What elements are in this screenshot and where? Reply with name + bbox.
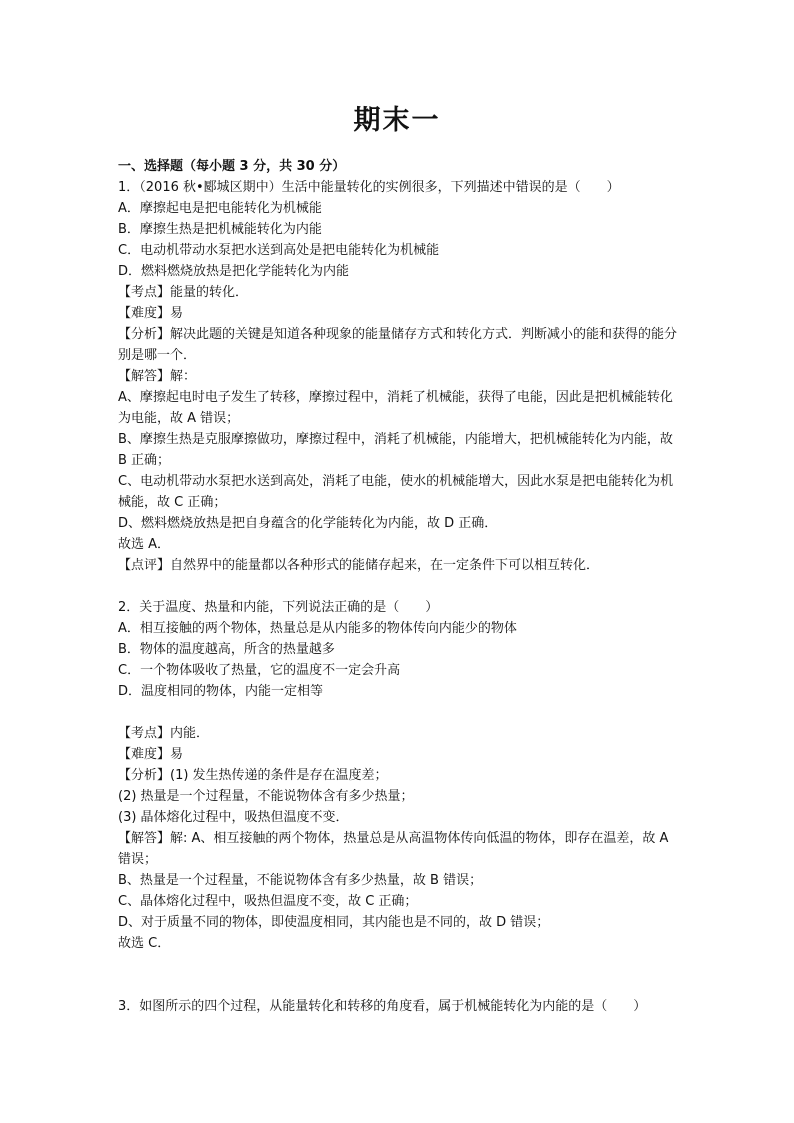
question-1-nandu: 【难度】易 <box>118 306 184 321</box>
spacer <box>118 702 678 723</box>
question-1 <box>118 177 678 576</box>
question-2-fenxi-1: 【分析】(1) 发生热传递的条件是存在温度差； <box>118 768 388 783</box>
question-2-jieda-c: C、晶体熔化过程中，吸热但温度不变，故 C 正确； <box>118 894 418 909</box>
question-1-option-c: C．电动机带动水泵把水送到高处是把电能转化为机械能 <box>118 243 440 258</box>
question-3 <box>118 996 678 1017</box>
question-1-jieda-header: 【解答】解： <box>118 369 197 384</box>
spacer <box>118 576 678 597</box>
question-2-option-b: B．物体的温度越高，所含的热量越多 <box>118 642 335 657</box>
question-2-fenxi-3: (3) 晶体熔化过程中，吸热但温度不变． <box>118 810 349 825</box>
question-1-jieda-a: A、摩擦起电时电子发生了转移，摩擦过程中，消耗了机械能，获得了电能，因此是把机械能转化为电能，故 A 错误； <box>118 390 673 426</box>
question-2-fenxi-2: (2) 热量是一个过程量，不能说物体含有多少热量； <box>118 789 414 804</box>
question-2-jieda-b: B、热量是一个过程量，不能说物体含有多少热量，故 B 错误； <box>118 873 483 888</box>
question-1-option-b: B．摩擦生热是把机械能转化为内能 <box>118 222 322 237</box>
question-1-kaodian: 【考点】能量的转化． <box>118 285 249 300</box>
section-header: 一、选择题（每小题 3 分，共 30 分） <box>118 159 346 174</box>
document-title: 期末一 <box>353 105 441 136</box>
question-2-jieda-d: D、对于质量不同的物体，即使温度相同，其内能也是不同的，故 D 错误； <box>118 915 550 930</box>
question-1-stem: 1．（2016 秋•郾城区期中）生活中能量转化的实例很多，下列描述中错误的是（ ） <box>118 180 620 195</box>
question-2-stem: 2．关于温度、热量和内能，下列说法正确的是（ ） <box>118 600 439 615</box>
question-2-nandu: 【难度】易 <box>118 747 184 762</box>
question-1-dianping: 【点评】自然界中的能量都以各种形式的能储存起来，在一定条件下可以相互转化． <box>118 558 600 573</box>
question-1-answer: 故选 A． <box>118 537 171 552</box>
question-3-stem: 3．如图所示的四个过程，从能量转化和转移的角度看，属于机械能转化为内能的是（ ） <box>118 999 647 1014</box>
question-2-kaodian: 【考点】内能． <box>118 726 210 741</box>
question-2-option-c: C．一个物体吸收了热量，它的温度不一定会升高 <box>118 663 401 678</box>
spacer <box>118 954 678 996</box>
question-1-jieda-d: D、燃料燃烧放热是把自身蕴含的化学能转化为内能，故 D 正确． <box>118 516 498 531</box>
question-1-option-d: D．燃料燃烧放热是把化学能转化为内能 <box>118 264 350 279</box>
question-2 <box>118 597 678 954</box>
question-2-option-d: D．温度相同的物体，内能一定相等 <box>118 684 324 699</box>
document-body <box>118 156 678 1017</box>
question-2-option-a: A．相互接触的两个物体，热量总是从内能多的物体传向内能少的物体 <box>118 621 517 636</box>
question-2-jieda-a: 【解答】解: A、相互接触的两个物体，热量总是从高温物体传向低温的物体，即存在温差，故 A 错误； <box>118 831 669 867</box>
question-1-jieda-b: B、摩擦生热是克服摩擦做功，摩擦过程中，消耗了机械能，内能增大，把机械能转化为内能，故 B 正确； <box>118 432 673 468</box>
question-1-option-a: A．摩擦起电是把电能转化为机械能 <box>118 201 322 216</box>
question-1-fenxi: 【分析】解决此题的关键是知道各种现象的能量储存方式和转化方式．判断减小的能和获得的能分别是哪一个． <box>118 327 678 363</box>
question-2-answer: 故选 C． <box>118 936 171 951</box>
question-1-jieda-c: C、电动机带动水泵把水送到高处，消耗了电能，使水的机械能增大，因此水泵是把电能转化为机械能，故 C 正确； <box>118 474 674 510</box>
